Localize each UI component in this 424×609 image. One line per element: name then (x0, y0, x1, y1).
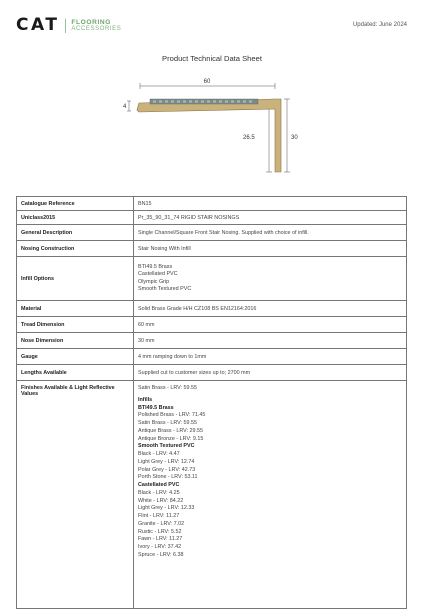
list-item: BTI49.5 Brass (138, 263, 173, 270)
list-item: Spruce - LRV: 6.38 (138, 551, 184, 558)
updated-date: Updated: June 2024 (352, 22, 407, 28)
list-item: Satin Brass - LRV: 59.55 (138, 420, 198, 426)
list-item: Antique Brass - LRV: 29.55 (138, 427, 204, 434)
profile-drawing (115, 72, 315, 182)
list-item: Polished Brass - LRV: 71.45 (138, 412, 206, 419)
list-item: Polar Grey - LRV: 42.73 (138, 466, 196, 473)
list-item: Light Grey - LRV: 12.33 (138, 505, 195, 512)
brand-name: CAT (16, 15, 60, 35)
brand-sub-accessories: ACCESSORIES (71, 25, 122, 32)
list-item: Antique Bronze - LRV: 9.15 (138, 435, 204, 442)
row-label: Lengths Available (17, 365, 134, 381)
document-title: Product Technical Data Sheet (162, 54, 262, 63)
row-label: Infill Options (17, 257, 134, 301)
table-row (17, 301, 407, 317)
table-row (17, 365, 407, 381)
row-value: Pr_35_90_31_74 RIGID STAIR NOSINGS (134, 211, 407, 225)
row-value: Supplied cut to customer sizes up to; 2700 mm (134, 365, 407, 381)
list-item: Olympic Grip (138, 278, 170, 285)
list-item: Flint - LRV: 11.27 (138, 513, 180, 519)
row-label: Gauge (17, 349, 134, 365)
row-value: Single Channel/Square Front Stair Nosing. Supplied with choice of infill. (134, 225, 407, 241)
brand-logo (16, 17, 121, 34)
row-label: Uniclass2015 (17, 211, 134, 225)
list-item: Black - LRV: 4.47 (138, 451, 180, 457)
row-value (134, 257, 407, 301)
brand-sub-flooring: FLOORING (71, 18, 112, 26)
row-label: Material (17, 301, 134, 317)
row-value: 30 mm (134, 333, 407, 349)
list-item: Rustic - LRV: 5.52 (138, 528, 182, 535)
group-heading: BTI49.5 Brass (138, 404, 174, 411)
brand-subtitle (71, 20, 121, 32)
row-value (134, 381, 407, 609)
main-finish: Satin Brass - LRV: 59.55 (138, 385, 198, 391)
row-label: Catalogue Reference (17, 197, 134, 211)
thickness-dimension-label: 4 (123, 104, 127, 110)
table-row (17, 349, 407, 365)
table-row (17, 211, 407, 225)
row-label: Nose Dimension (17, 333, 134, 349)
list-item: Porth Stone - LRV: 53.11 (138, 474, 198, 481)
width-dimension-label: 60 (203, 79, 211, 85)
row-value: Solid Brass Grade H/H CZ108 BS EN12164:2016 (134, 301, 407, 317)
list-item: Light Grey - LRV: 12.74 (138, 458, 195, 465)
list-item: Ivory - LRV: 37.42 (138, 544, 182, 550)
row-value: Stair Nosing With Infill (134, 241, 407, 257)
list-item: Castellated PVC (138, 271, 178, 278)
table-row (17, 257, 407, 301)
row-label: Tread Dimension (17, 317, 134, 333)
page-header (0, 0, 424, 40)
row-value: 4 mm ramping down to 1mm (134, 349, 407, 365)
list-item: Smooth Textured PVC (138, 285, 192, 292)
infills-heading: Infills (138, 396, 153, 403)
row-label: Nosing Construction (17, 241, 134, 257)
table-row (17, 241, 407, 257)
row-value: 60 mm (134, 317, 407, 333)
row-value: BN15 (134, 197, 407, 211)
list-item: White - LRV: 84.22 (138, 497, 184, 504)
group-heading: Smooth Textured PVC (138, 443, 195, 450)
row-label: General Description (17, 225, 134, 241)
nosing-profile-shape (137, 99, 281, 172)
list-item: Fawn - LRV: 11.27 (138, 536, 183, 543)
group-heading: Castellated PVC (138, 482, 180, 488)
table-row (17, 317, 407, 333)
height-dimension-label: 30 (291, 135, 298, 141)
inner-height-dimension-label: 26.5 (243, 135, 255, 141)
row-label: Finishes Available & Light Reflective Values (17, 381, 134, 609)
table-row (17, 333, 407, 349)
logo-divider (65, 19, 66, 33)
table-row (17, 197, 407, 211)
list-item: Granite - LRV: 7.02 (138, 520, 185, 527)
list-item: Black - LRV: 4.25 (138, 489, 180, 496)
spec-table (16, 196, 407, 609)
table-row (17, 225, 407, 241)
infill-ribs (153, 100, 252, 102)
table-row (17, 381, 407, 609)
